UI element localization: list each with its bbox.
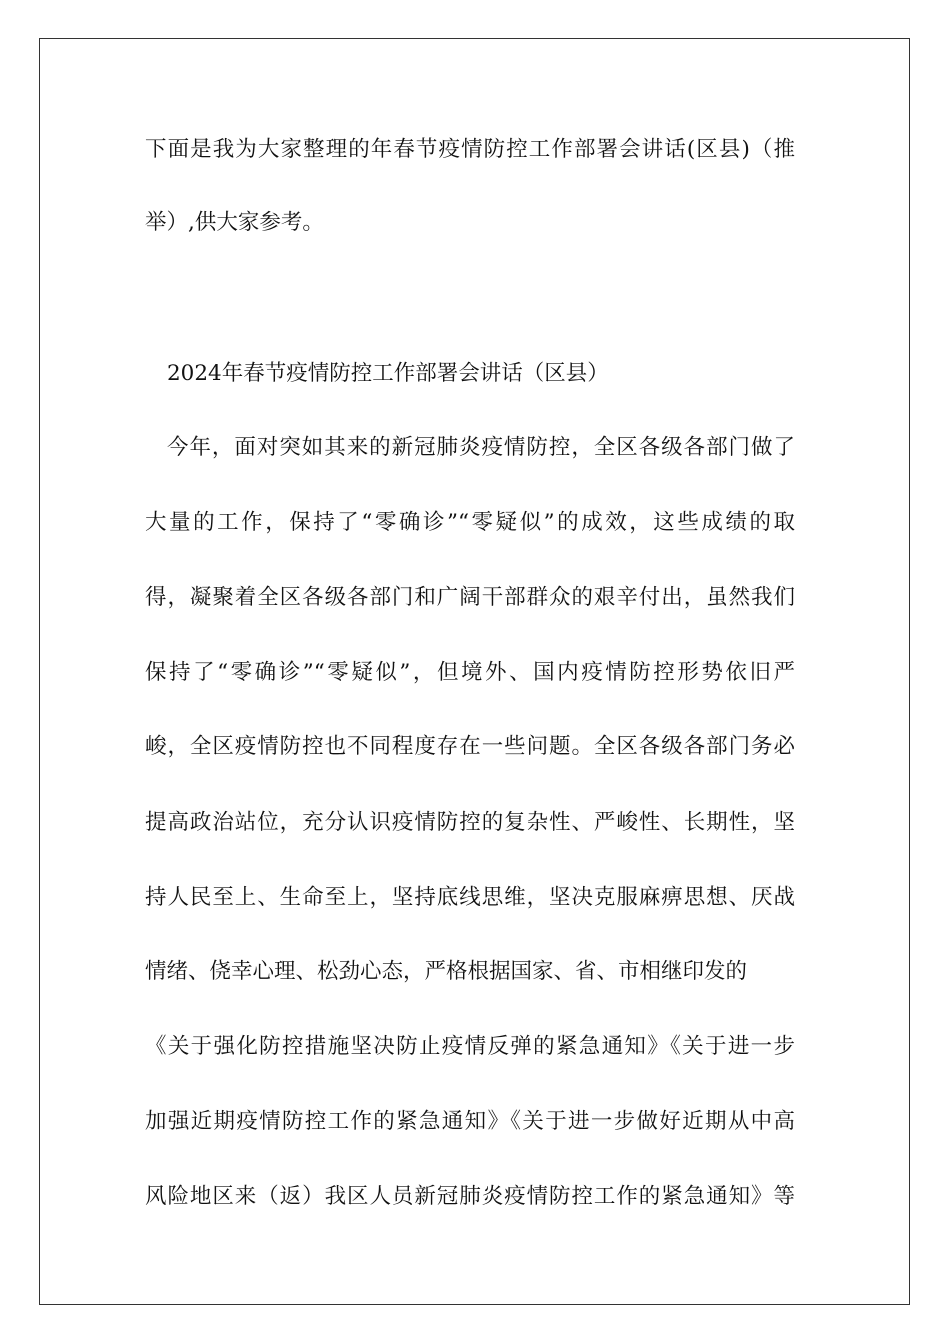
intro-line-1: 下面是我为大家整理的年春节疫情防控工作部署会讲话(区县)（推 <box>145 137 795 162</box>
body-line: 峻，全区疫情防控也不同程度存在一些问题。全区各级各部门务必 <box>145 734 795 759</box>
body-line: 加强近期疫情防控工作的紧急通知》《关于进一步做好近期从中高 <box>145 1109 795 1134</box>
body-line: 持人民至上、生命至上，坚持底线思维，坚决克服麻痹思想、厌战 <box>145 885 795 910</box>
intro-line-2: 举）,供大家参考。 <box>145 210 324 235</box>
document-heading: 2024年春节疫情防控工作部署会讲话（区县） <box>167 361 609 386</box>
body-line: 风险地区来（返）我区人员新冠肺炎疫情防控工作的紧急通知》等 <box>145 1184 795 1209</box>
body-line: 保持了“零确诊”“零疑似”，但境外、国内疫情防控形势依旧严 <box>145 660 795 685</box>
body-line: 《关于强化防控措施坚决防止疫情反弹的紧急通知》《关于进一步 <box>145 1034 795 1059</box>
body-line: 提高政治站位，充分认识疫情防控的复杂性、严峻性、长期性，坚 <box>145 810 795 835</box>
body-line: 大量的工作，保持了“零确诊”“零疑似”的成效，这些成绩的取 <box>145 510 795 535</box>
body-line: 情绪、侥幸心理、松劲心态，严格根据国家、省、市相继印发的 <box>145 959 748 984</box>
body-line: 得，凝聚着全区各级各部门和广阔干部群众的艰辛付出，虽然我们 <box>145 585 795 610</box>
body-line: 今年，面对突如其来的新冠肺炎疫情防控，全区各级各部门做了 <box>167 435 795 460</box>
